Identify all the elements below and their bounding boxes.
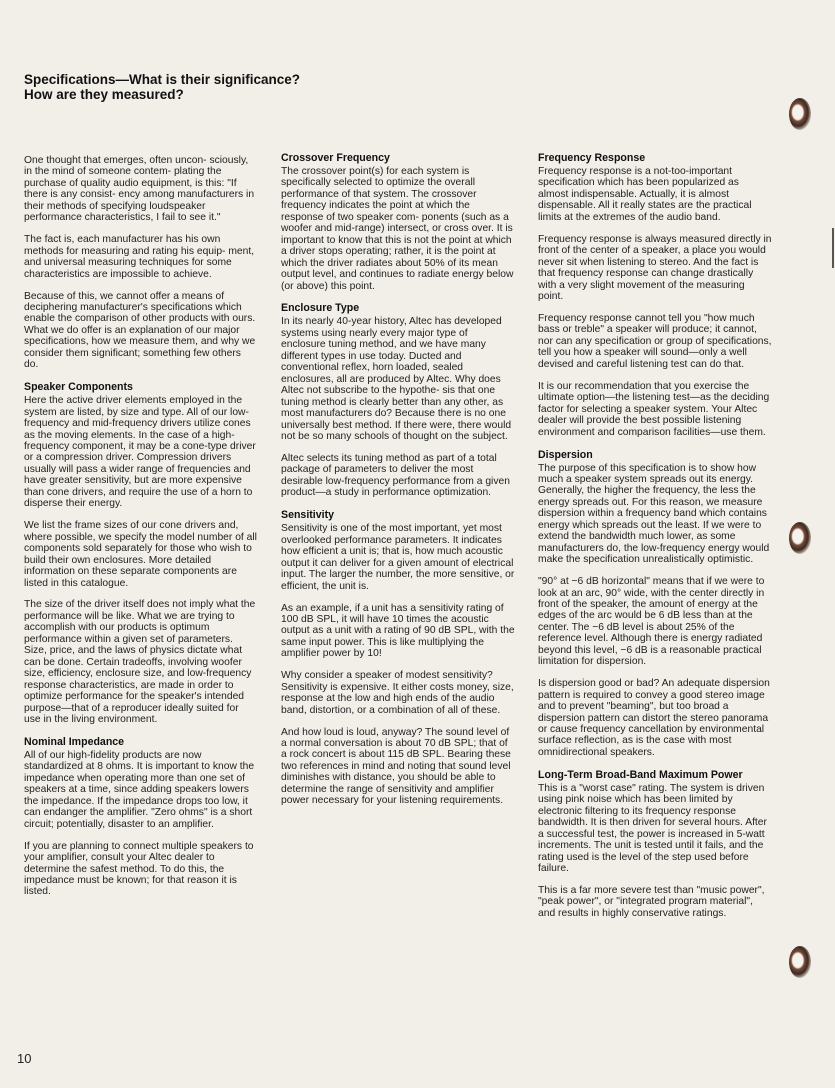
paragraph: Because of this, we cannot offer a means of deciphering manufacturer's specifications which enable the comparison of other products with ours. What we do offer is an explanation of our major specifications, how we measure them, and why we consider them significant; something few others do. (24, 290, 256, 371)
text-column-3 (538, 152, 772, 930)
paragraph: Frequency response is always measured directly in front of the center of a speaker, a place you would never sit when listening to stereo. And the fact is that frequency response can change drastically with a very slight movement of the measuring point. (538, 233, 772, 303)
section-dispersion (538, 449, 772, 759)
title-line-1: Specifications—What is their significance? (24, 72, 301, 87)
section-heading: Long-Term Broad-Band Maximum Power (538, 768, 743, 781)
paragraph: Is dispersion good or bad? An adequate dispersion pattern is required to convey a good stereo image and to prevent "beaming", but too broad a dispersion pattern can distort the stereo panorama or cause frequency cancellation by environmental surface reflection, as is the case with most omnidirectional speakers. (538, 678, 770, 758)
paragraph: One thought that emerges, often uncon- sciously, in the mind of someone contem- plating the purchase of quality audio equipment, is this: "If there is any consist- ency among manufacturers in their methods of specifying loudspeaker performance characteristics, I fail to see it." (24, 155, 255, 224)
paragraph: In its nearly 40-year history, Altec has developed systems using nearly every major type of enclosure tuning method, and we have many different types in use today. Ducted and conventional reflex, horn loaded, sealed enclosures, all are produced by Altec. Why does Altec not subscribe to the hypothe- sis that one tuning method is clearly better than any other, as most manufacturers do? Because there is no one universally best method. If there were, there would not be so many schools of thought on the subject. (281, 316, 512, 443)
binding-ring-icon (789, 98, 811, 130)
section-heading: Crossover Frequency (281, 152, 390, 164)
paragraph: Sensitivity is one of the most important, yet most overlooked performance parameters. It indicates how efficient a unit is; that is, how much acoustic output it can deliver for a given amount of electrical input. The larger the number, the more sensitive, or efficient, the unit is. (281, 523, 515, 592)
section-speaker-components (24, 381, 258, 725)
paragraph: Here the active driver elements employed in the system are listed, by size and type. All of our low-frequency and mid-frequency drivers utilize cones as the moving elements. In the case of a high-frequency component, it may be a cone-type driver or a compression driver. Compression drivers usually will pass a wider range of frequencies and have greater sensitivity, but are more expensive than cone drivers, and require the use of a horn to disperse their energy. (24, 395, 256, 510)
paragraph: It is our recommendation that you exercise the ultimate option—the listening test—as the deciding factor for selecting a speaker system. Your Altec dealer will provide the best possible listening environment and comparison facilities—use them. (538, 380, 770, 438)
paragraph: This is a far more severe test than "music power", "peak power", or "integrated program material", and results in highly conservative ratings. (538, 885, 765, 919)
paragraph: Why consider a speaker of modest sensitivity? Sensitivity is expensive. It either costs money, size, response at the low and high ends of the audio band, distortion, or a combination of all of these. (281, 670, 514, 716)
paragraph: All of our high-fidelity products are now standardized at 8 ohms. It is important to know the impedance when operating more than one set of speakers at a time, since adding speakers lowers the impedance. If the impedance drops too low, it can endanger the amplifier. "Zero ohms" is a short circuit; potentially, disaster to an amplifier. (24, 749, 255, 830)
section-frequency-response (538, 152, 772, 438)
section-crossover-frequency (281, 152, 515, 292)
paragraph: "90° at −6 dB horizontal" means that if we were to look at an arc, 90° wide, with the center directly in front of the speaker, the amount of energy at the edges of the arc would be 6 dB less than at the center. The −6 dB level is about 25% of the reference level. Although there is energy radiated beyond this level, −6 dB is a reasonable practical limitation for dispersion. (538, 576, 765, 668)
paragraph: Frequency response is a not-too-important specification which has been popularized as almost indispensable. Actually, it is almost dispensable. All it really states are the practical limits at the extremes of the audio band. (538, 166, 752, 223)
page-title (24, 72, 404, 102)
paragraph: As an example, if a unit has a sensitivity rating of 100 dB SPL, it will have 10 times the acoustic output as a unit with a rating of 90 dB SPL, with the same input power. This is like multiplying the amplifier power by 10! (281, 602, 515, 660)
binding-ring-icon (789, 946, 811, 978)
paragraph: The purpose of this specification is to show how much a speaker system spreads out its energy. Generally, the higher the frequency, the less the energy spreads out. For this reason, we measure dispersion within a frequency band which contains energy which spreads out the least. If we were to extend the bandwidth much lower, as some manufacturers do, the low-frequency energy would make the specification unrealistically optimistic. (538, 462, 770, 566)
title-line-2: How are they measured? (24, 87, 184, 102)
text-column-1 (24, 155, 258, 908)
paragraph: The fact is, each manufacturer has his own methods for measuring and rating his equip- ment, and universal measuring techniques for some characteristics are impossible to achieve. (24, 234, 255, 280)
section-heading: Frequency Response (538, 152, 646, 164)
section-heading: Sensitivity (281, 509, 334, 522)
text-column-2 (281, 152, 515, 817)
section-long-term-broad-band-maximum-power (538, 769, 772, 919)
paragraph: Frequency response cannot tell you "how much bass or treble" a speaker will produce; it cannot, nor can any specification or group of specifications, tell you how a speaker will sound—only a well devised and careful listening test can do that. (538, 312, 772, 370)
section-enclosure-type (281, 302, 515, 498)
paragraph: And how loud is loud, anyway? The sound level of a normal conversation is about 70 dB SPL; that of a rock concert is about 115 dB SPL. Bearing these two references in mind and noting that sound level diminishes with distance, you should be able to determine the range of sensitivity and amplifier power necessary for your listening requirements. (281, 726, 511, 807)
section-heading: Speaker Components (24, 381, 133, 394)
paragraph: We list the frame sizes of our cone drivers and, where possible, we specify the model number of all components sold separately for those who wish to build their own enclosures. More detailed information on these separate components are listed in this catalogue. (24, 520, 257, 589)
section-sensitivity (281, 509, 515, 806)
paragraph: This is a "worst case" rating. The system is driven using pink noise which has been limited by electronic filtering to its frequency response bandwidth. It is then driven for several hours. After a successful test, the power is increased in 5-watt increments. The unit is tested until it fails, and the rating used is the level of the step used before failure. (538, 782, 767, 875)
section-heading: Dispersion (538, 448, 593, 461)
intro-section (24, 155, 258, 371)
page-number: 10 (17, 1051, 32, 1066)
paragraph: The size of the driver itself does not imply what the performance will be like. What we are trying to accomplish with our products is optimum performance within a given set of parameters. Size, price, and the laws of physics dictate what can be done. Certain tradeoffs, involving woofer size, efficiency, enclosure size, and low-frequency response characteristics, are made in order to optimize performance for the speaker's intended purpose—that of a reproducer ideally suited for use in the living environment. (24, 599, 256, 725)
section-nominal-impedance (24, 736, 258, 898)
binding-ring-icon (789, 522, 811, 554)
page-edge-mark (832, 228, 834, 268)
paragraph: If you are planning to connect multiple speakers to your amplifier, consult your Altec dealer to determine the safest method. To do this, the impedance must be known; for that reason it is listed. (24, 840, 254, 898)
section-heading: Nominal Impedance (24, 735, 125, 748)
section-heading: Enclosure Type (281, 302, 360, 315)
paragraph: Altec selects its tuning method as part of a total package of parameters to deliver the most desirable low-frequency performance from a given product—a study in performance optimization. (281, 452, 510, 499)
paragraph: The crossover point(s) for each system is specifically selected to optimize the overall performance of that system. The crossover frequency indicates the point at which the response of two speaker com- ponents (such as a woofer and mid-range) intersect, or cross over. It is important to know that this is not the point at which a driver stops operating; rather, it is the point at which the driver radiates about 50% of its mean output level, and continues to radiate energy below (or above) this point. (281, 166, 514, 292)
